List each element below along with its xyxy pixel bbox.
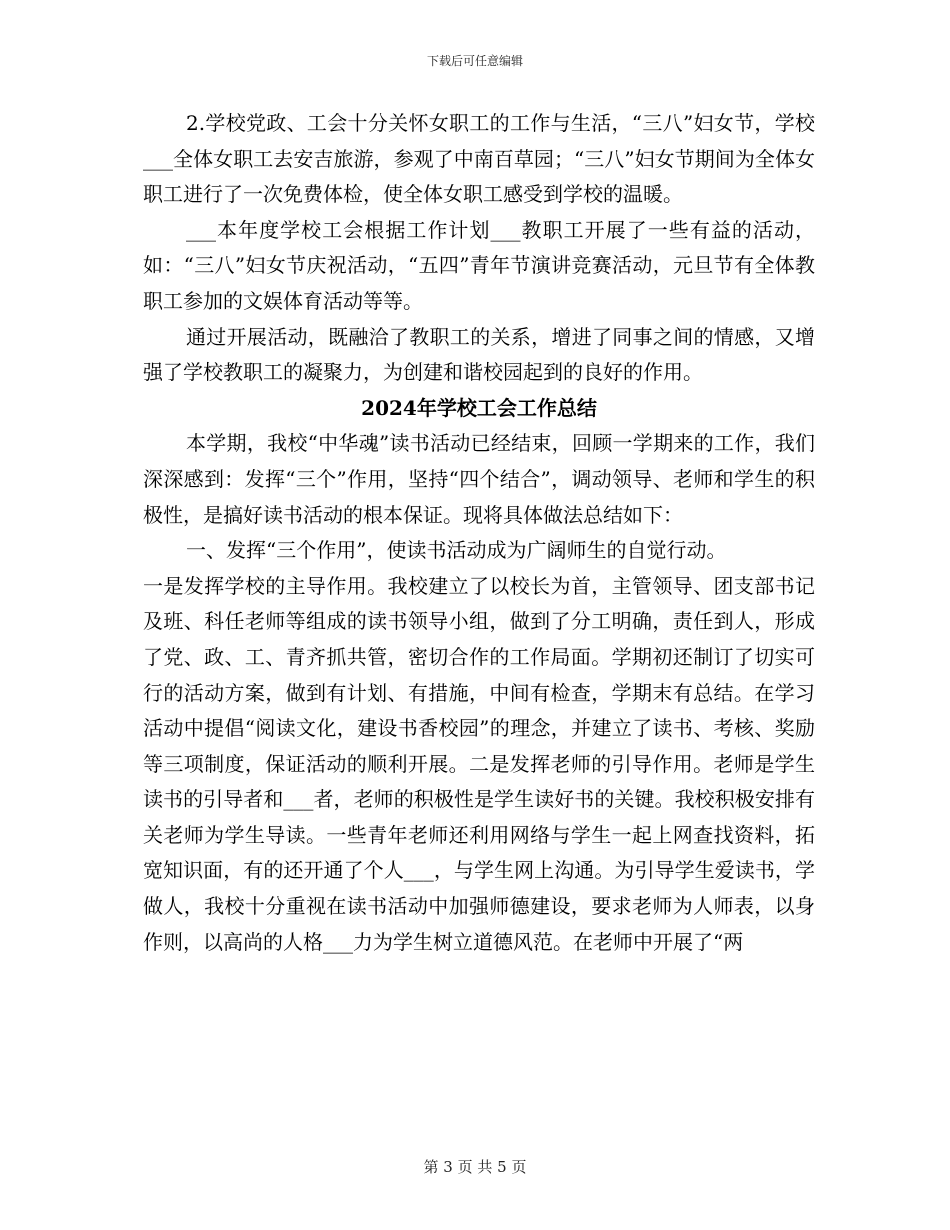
paragraph-school-role: 一是发挥学校的主导作用。我校建立了以校长为首，主管领导、团支部书记及班、科任老师等组成的读书领导小组，做到了分工明确，责任到人，形成了党、政、工、青齐抓共管，密切合作的工作局面。学期初还制订了切实可行的活动方案，做到有计划、有措施，中间有检查，学期末有总结。在学习活动中提倡“阅读文化，建设书香校园”的理念，并建立了读书、考核、奖励等三项制度，保证活动的顺利开展。二是发挥老师的引导作用。老师是学生读书的引导者和___者，老师的积极性是学生读好书的关键。我校积极安排有关老师为学生导读。一些青年老师还利用网络与学生一起上网查找资料，拓宽知识面，有的还开通了个人___，与学生网上沟通。为引导学生爱读书，学做人，我校十分重视在读书活动中加强师德建设，要求老师为人师表，以身作则，以高尚的人格___力为学生树立道德风范。在老师中开展了“两 <box>143 573 815 954</box>
paragraph-women-workers: 2.学校党政、工会十分关怀女职工的工作与生活，“三八”妇女节，学校___全体女职工去安吉旅游，参观了中南百草园；“三八”妇女节期间为全体女职工进行了一次免费体检，使全体女职工感受到学校的温暖。 <box>143 111 815 207</box>
page-header: 下载后可任意编辑 <box>426 54 523 68</box>
paragraph-union-activities: ___本年度学校工会根据工作计划___教职工开展了一些有益的活动，如：“三八”妇女节庆祝活动，“五四”青年节演讲竞赛活动，元旦节有全体教职工参加的文娱体育活动等等。 <box>143 217 815 313</box>
paragraph-intro: 本学期，我校“中华魂”读书活动已经结束，回顾一学期来的工作，我们深深感到：发挥“三个”作用，坚持“四个结合”，调动领导、老师和学生的积极性，是搞好读书活动的根本保证。现将具体做法总结如下： <box>143 431 815 527</box>
paragraph-cohesion: 通过开展活动，既融洽了教职工的关系，增进了同事之间的情感，又增强了学校教职工的凝聚力，为创建和谐校园起到的良好的作用。 <box>143 324 815 385</box>
page-footer: 第 3 页 共 5 页 <box>423 1158 527 1176</box>
document-body <box>143 106 815 960</box>
section-title: 2024年学校工会工作总结 <box>361 395 597 420</box>
paragraph-heading-one: 一、发挥“三个作用”，使读书活动成为广阔师生的自觉行动。 <box>186 538 727 563</box>
